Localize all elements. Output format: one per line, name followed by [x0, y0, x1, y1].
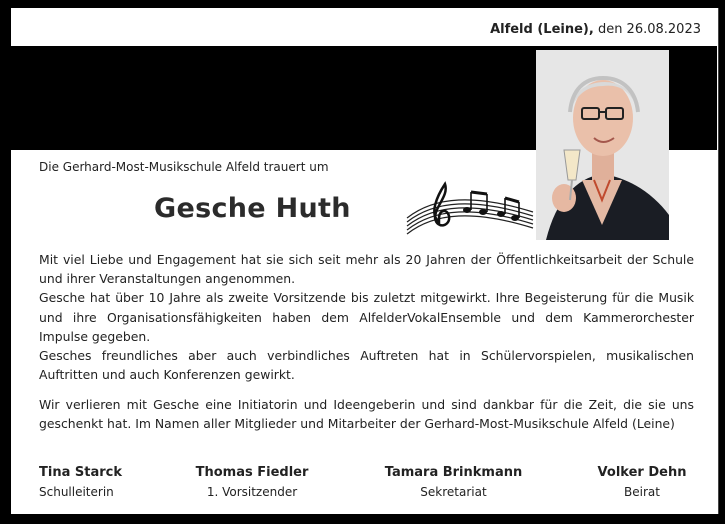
deceased-name: Gesche Huth	[154, 193, 351, 224]
signature-3	[376, 465, 531, 499]
music-notes-icon	[405, 178, 535, 240]
date: den 26.08.2023	[597, 22, 701, 37]
portrait-photo	[536, 50, 669, 240]
signature-4	[590, 465, 694, 499]
signer-name: Thomas Fiedler	[195, 465, 309, 480]
signer-role: Sekretariat	[420, 485, 487, 499]
signer-role: 1. Vorsitzender	[206, 485, 298, 499]
tribute-line-1: Mit viel Liebe und Engagement hat sie sich seit mehr als 20 Jahren der Öffentlichkeitsarbeit der Schule und ihrer Veranstaltungen angenommen.	[39, 252, 694, 287]
portrait-image	[536, 50, 669, 240]
signature-1	[39, 465, 122, 499]
signature-2	[192, 465, 312, 499]
tribute-line-3: Gesches freundliches aber auch verbindliches Auftreten hat in Schülervorspielen, musikalischen Auftritten und auch Konferenzen gewirkt.	[39, 348, 694, 383]
signer-role: Beirat	[624, 485, 660, 499]
intro-text: Die Gerhard-Most-Musikschule Alfeld trauert um	[39, 160, 329, 174]
tribute-paragraph	[39, 250, 694, 384]
signer-name: Tina Starck	[39, 465, 122, 480]
signer-role: Schulleiterin	[39, 485, 114, 499]
signer-name: Volker Dehn	[597, 465, 687, 480]
place: Alfeld (Leine),	[490, 22, 594, 37]
signer-name: Tamara Brinkmann	[384, 465, 523, 480]
tribute-line-2: Gesche hat über 10 Jahre als zweite Vorsitzende bis zuletzt mitgewirkt. Ihre Begeisterung für die Musik und ihre Organisationsfähigkeiten haben dem AlfelderVokalEnsemble und dem Kammerorchester Impulse gegeben.	[39, 290, 694, 344]
closing-paragraph: Wir verlieren mit Gesche eine Initiatorin und Ideengeberin und sind dankbar für die Zeit, die sie uns geschenkt hat. Im Namen aller Mitglieder und Mitarbeiter der Gerhard-Most-Musikschule Alfeld (Leine)	[39, 397, 694, 432]
place-date	[490, 22, 701, 37]
